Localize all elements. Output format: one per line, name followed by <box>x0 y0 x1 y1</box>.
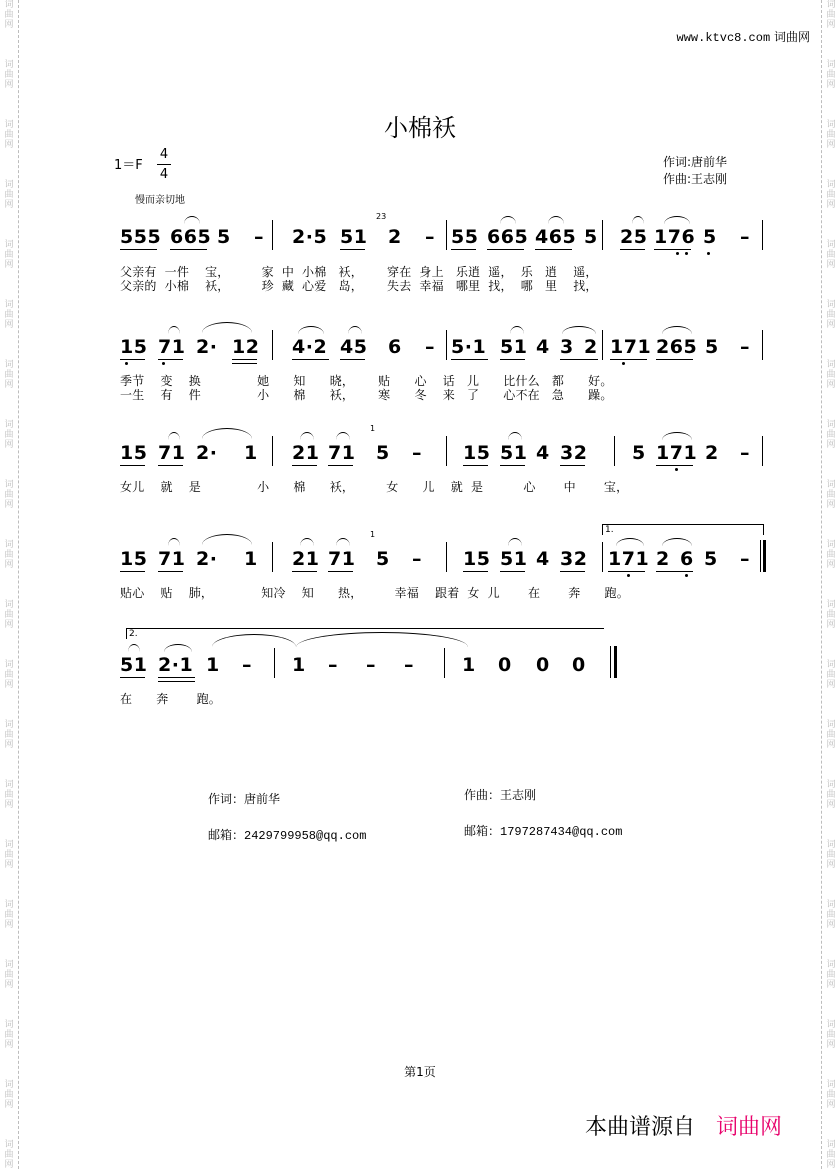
note-group: 15 <box>120 442 148 464</box>
watermark-text: 词 曲 网 <box>826 480 836 510</box>
watermark-text: 词 曲 网 <box>826 1020 836 1050</box>
watermark-text: 词 曲 网 <box>4 300 14 330</box>
note-group: 0 <box>498 654 512 676</box>
lyrics-row-3: 女儿 就 是 小 棉 袄， 女 儿 就 是 心 中 宝， <box>120 480 629 494</box>
watermark-text: 词 曲 网 <box>826 540 836 570</box>
left-watermark-strip <box>0 0 19 1169</box>
note-group: 5 <box>632 442 646 464</box>
grace-note: 1 <box>370 424 376 433</box>
note-group: 51 <box>340 226 368 248</box>
watermark-text: 词 曲 网 <box>4 900 14 930</box>
note-group: 2· <box>196 548 218 570</box>
note-group: 0 <box>572 654 586 676</box>
note-group: 5 <box>217 226 231 248</box>
watermark-text: 词 曲 网 <box>826 300 836 330</box>
watermark-text: 词 曲 网 <box>4 1020 14 1050</box>
note-group: 71 <box>328 442 356 464</box>
watermark-text: 词 曲 网 <box>4 660 14 690</box>
watermark-text: 词 曲 网 <box>826 720 836 750</box>
note-group: 21 <box>292 548 320 570</box>
page-number: 第1页 <box>404 1065 436 1079</box>
site-url[interactable]: www.ktvc8.com <box>676 31 771 45</box>
note-group: 51 <box>500 336 528 358</box>
watermark-text: 词 曲 网 <box>4 720 14 750</box>
rest-dash: – <box>242 654 252 676</box>
note-group: 4 <box>536 548 550 570</box>
note-group: 6 <box>680 548 694 570</box>
score-row-2 <box>120 322 770 358</box>
note-group: 32 <box>560 548 588 570</box>
note-group: 4 <box>536 336 550 358</box>
score-row-1 <box>120 212 770 248</box>
note-group: 0 <box>536 654 550 676</box>
note-group: 21 <box>292 442 320 464</box>
watermark-text: 词 曲 网 <box>826 120 836 150</box>
note-group: 1 <box>292 654 306 676</box>
note-group: 71 <box>158 336 186 358</box>
score-row-3 <box>120 424 770 464</box>
time-signature-bottom: 4 <box>159 167 169 182</box>
note-group: 2 <box>705 442 719 464</box>
lyrics-row-5: 在 奔 跑。 <box>120 692 221 706</box>
note-group: 2·5 <box>292 226 328 248</box>
rest-dash: – <box>425 226 435 248</box>
volta-second-ending: 2. <box>126 628 604 639</box>
note-group: 25 <box>620 226 648 248</box>
rest-dash: – <box>740 442 750 464</box>
watermark-text: 词 曲 网 <box>4 840 14 870</box>
note-group: 1 <box>244 548 258 570</box>
lyrics-row-1-verse-1: 父亲有 一件 宝， 家 中 小棉 袄， 穿在 身上 乐逍 遥， 乐 逍 遥， <box>120 265 598 279</box>
watermark-text: 词 曲 网 <box>4 0 14 30</box>
credit-lyricist-email[interactable]: 邮箱：2429799958@qq.com <box>208 829 367 843</box>
note-group: 5 <box>376 442 390 464</box>
note-group: 6 <box>388 336 402 358</box>
watermark-text: 词 曲 网 <box>826 360 836 390</box>
rest-dash: – <box>740 548 750 570</box>
note-group: 55 <box>451 226 479 248</box>
note-group: 51 <box>500 442 528 464</box>
site-name[interactable]: 词曲网 <box>773 30 810 44</box>
note-group: 45 <box>340 336 368 358</box>
watermark-text: 词 曲 网 <box>4 240 14 270</box>
note-group: 4 <box>536 442 550 464</box>
watermark-text: 词 曲 网 <box>4 1140 14 1170</box>
note-group: 665 <box>487 226 529 248</box>
watermark-text: 词 曲 网 <box>4 960 14 990</box>
watermark-text: 词 曲 网 <box>826 1140 836 1170</box>
watermark-text: 词 曲 网 <box>4 360 14 390</box>
lyrics-row-4: 贴心 贴 肺， 知冷 知 热， 幸福 跟着 女 儿 在 奔 跑。 <box>120 586 629 600</box>
watermark-text: 词 曲 网 <box>826 0 836 30</box>
rest-dash: – <box>404 654 414 676</box>
watermark-text: 词 曲 网 <box>4 780 14 810</box>
note-group: 265 <box>656 336 698 358</box>
watermark-text: 词 曲 网 <box>4 60 14 90</box>
note-group: 5·1 <box>451 336 487 358</box>
song-title: 小棉袄 <box>384 114 456 142</box>
tempo-marking: 慢而亲切地 <box>135 195 185 206</box>
note-group: 2 <box>584 336 598 358</box>
note-group: 1 <box>244 442 258 464</box>
score-row-4 <box>120 525 770 570</box>
note-group: 71 <box>158 442 186 464</box>
watermark-text: 词 曲 网 <box>4 600 14 630</box>
note-group: 15 <box>120 548 148 570</box>
time-signature-top: 4 <box>159 147 169 162</box>
note-group: 465 <box>535 226 577 248</box>
note-group: 176 <box>654 226 696 248</box>
watermark-text: 词 曲 网 <box>4 420 14 450</box>
note-group: 555 <box>120 226 162 248</box>
note-group: 71 <box>158 548 186 570</box>
note-group: 15 <box>120 336 148 358</box>
watermark-text: 词 曲 网 <box>826 600 836 630</box>
watermark-text: 词 曲 网 <box>4 120 14 150</box>
lyrics-row-1-verse-2: 父亲的 小棉 袄， 珍 藏 心爱 岛， 失去 幸福 哪里 找， 哪 里 找， <box>120 279 598 293</box>
note-group: 32 <box>560 442 588 464</box>
lyricist-header: 作词:唐前华 <box>663 155 728 169</box>
credit-lyricist: 作词：唐前华 <box>208 792 281 806</box>
time-signature <box>157 146 171 183</box>
note-group: 4·2 <box>292 336 328 358</box>
note-group: 171 <box>608 548 650 570</box>
note-group: 5 <box>376 548 390 570</box>
note-group: 51 <box>120 654 148 676</box>
note-group: 171 <box>656 442 698 464</box>
key-signature: 1＝F <box>114 158 143 173</box>
watermark-text: 词 曲 网 <box>826 840 836 870</box>
rest-dash: – <box>328 654 338 676</box>
rest-dash: – <box>425 336 435 358</box>
watermark-text: 词 曲 网 <box>826 1080 836 1110</box>
watermark-text: 词 曲 网 <box>826 780 836 810</box>
watermark-text: 词 曲 网 <box>826 60 836 90</box>
note-group: 12 <box>232 336 260 358</box>
note-group: 2· <box>196 336 218 358</box>
watermark-text: 词 曲 网 <box>4 540 14 570</box>
watermark-text: 词 曲 网 <box>826 960 836 990</box>
watermark-text: 词 曲 网 <box>826 180 836 210</box>
source-prefix: 本曲谱源自 <box>585 1115 696 1140</box>
rest-dash: – <box>412 442 422 464</box>
grace-note: 1 <box>370 530 376 539</box>
note-group: 15 <box>463 548 491 570</box>
note-group: 2·1 <box>158 654 194 676</box>
note-group: 5 <box>703 226 717 248</box>
composer-header: 作曲:王志刚 <box>663 172 728 186</box>
credit-composer: 作曲：王志刚 <box>464 788 537 802</box>
note-group: 5 <box>704 548 718 570</box>
watermark-text: 词 曲 网 <box>4 1080 14 1110</box>
note-group: 2· <box>196 442 218 464</box>
note-group: 3 <box>560 336 574 358</box>
note-group: 665 <box>170 226 212 248</box>
rest-dash: – <box>740 226 750 248</box>
grace-note: 23 <box>376 212 387 221</box>
rest-dash: – <box>254 226 264 248</box>
lyrics-row-2-verse-1: 季节 变 换 她 知 晓， 贴 心 话 儿 比什么 都 好。 <box>120 374 613 388</box>
note-group: 2 <box>388 226 402 248</box>
note-group: 1 <box>206 654 220 676</box>
site-header <box>677 28 810 45</box>
watermark-text: 词 曲 网 <box>826 900 836 930</box>
note-group: 5 <box>705 336 719 358</box>
note-group: 15 <box>463 442 491 464</box>
source-footer <box>585 1110 782 1141</box>
watermark-text: 词 曲 网 <box>826 240 836 270</box>
watermark-text: 词 曲 网 <box>4 180 14 210</box>
note-group: 5 <box>584 226 598 248</box>
right-watermark-strip <box>821 0 840 1169</box>
volta-first-ending: 1. <box>602 524 764 535</box>
rest-dash: – <box>740 336 750 358</box>
lyrics-row-2-verse-2: 一生 有 件 小 棉 袄， 寒 冬 来 了 心不在 急 躁。 <box>120 388 613 402</box>
rest-dash: – <box>366 654 376 676</box>
note-group: 51 <box>500 548 528 570</box>
note-group: 2 <box>656 548 670 570</box>
credit-composer-email[interactable]: 邮箱：1797287434@qq.com <box>464 825 623 839</box>
score-row-5 <box>120 629 770 676</box>
watermark-text: 词 曲 网 <box>4 480 14 510</box>
watermark-text: 词 曲 网 <box>826 420 836 450</box>
note-group: 71 <box>328 548 356 570</box>
note-group: 1 <box>462 654 476 676</box>
watermark-text: 词 曲 网 <box>826 660 836 690</box>
rest-dash: – <box>412 548 422 570</box>
note-group: 171 <box>610 336 652 358</box>
source-site-link[interactable]: 词曲网 <box>716 1115 783 1140</box>
